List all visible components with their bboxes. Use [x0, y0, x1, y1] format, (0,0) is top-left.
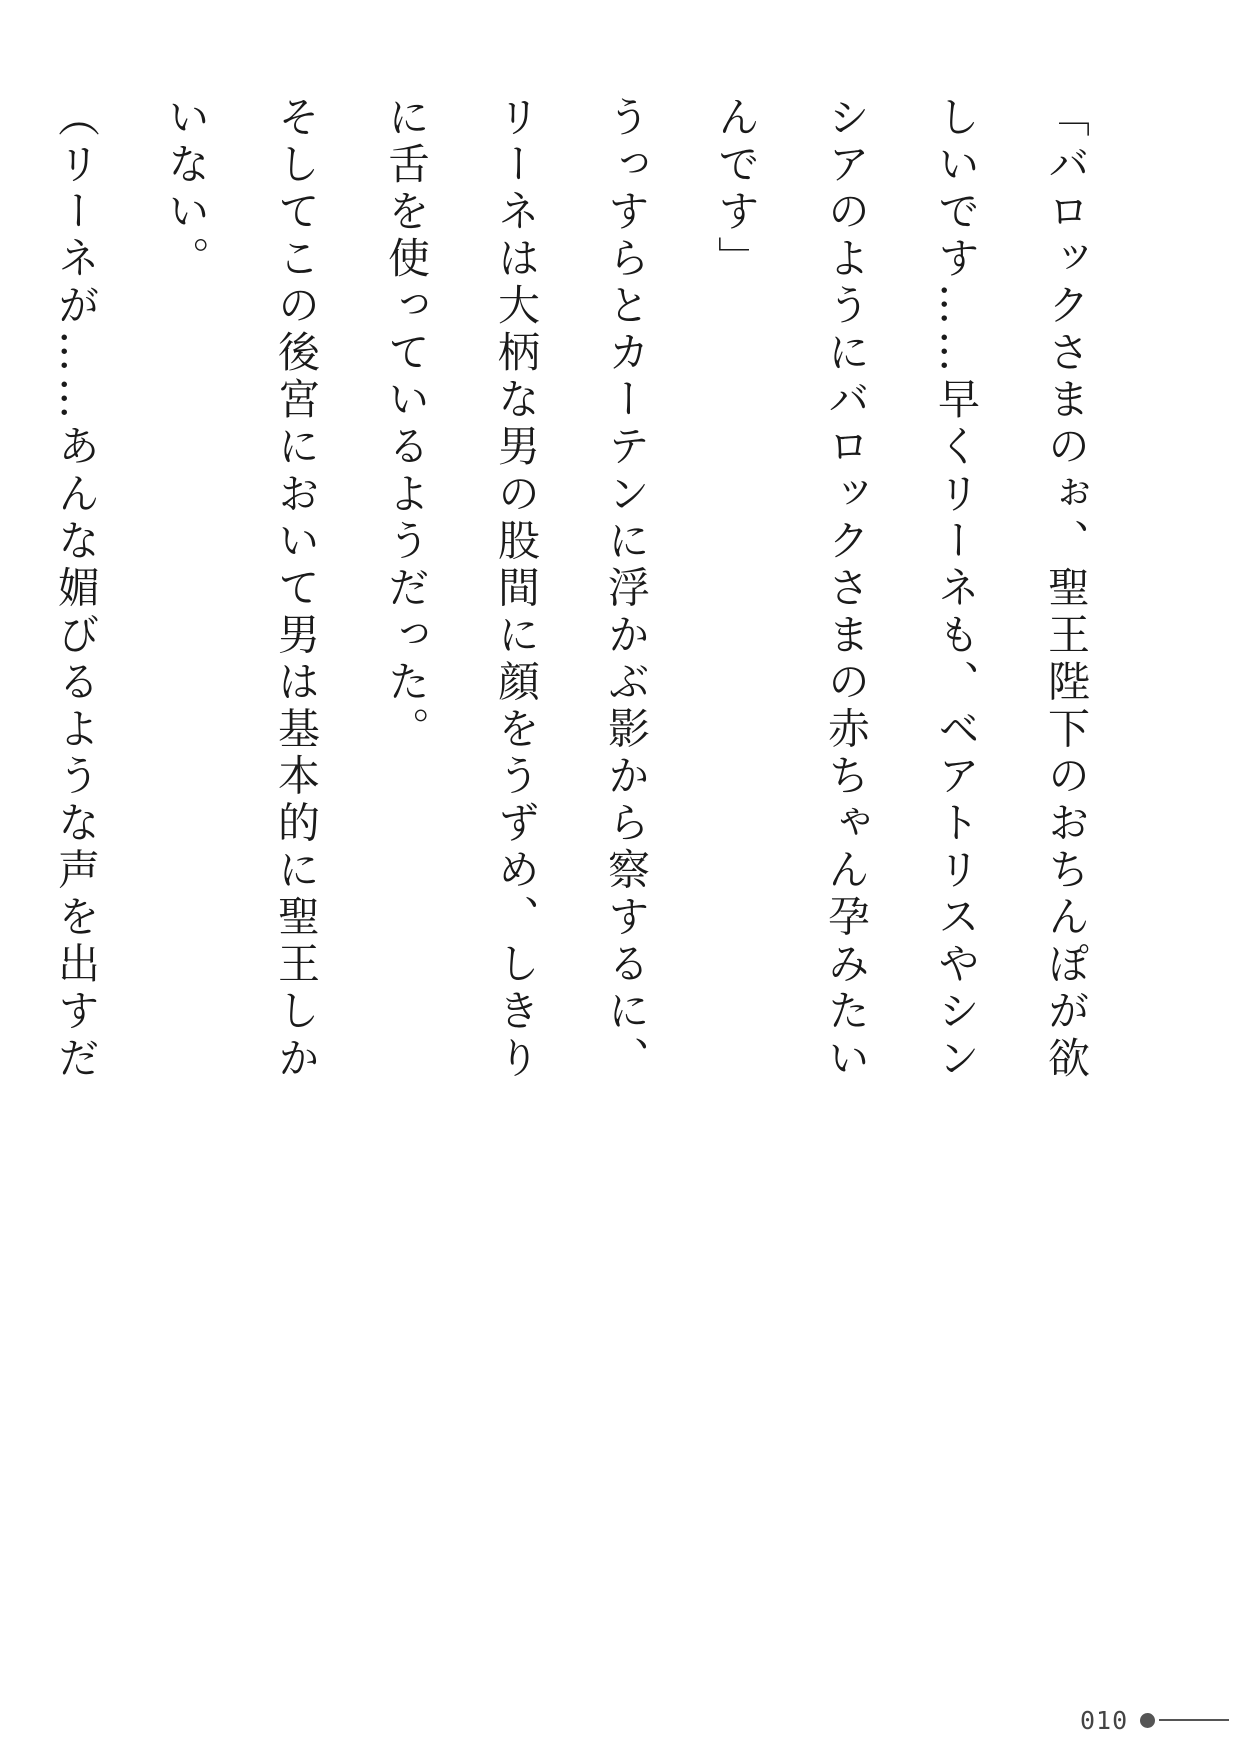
page-marker-line: [1159, 1719, 1229, 1721]
page-marker-dot-icon: [1140, 1713, 1155, 1728]
paragraph: （リーネが……あんな媚びるような声を出すだ: [52, 95, 101, 1083]
paragraph: そしてこの後宮において男は基本的に聖王しかいない。: [162, 95, 321, 1083]
page-footer: [1080, 1705, 1229, 1735]
body-text: [52, 95, 1121, 1115]
page-number: 010: [1080, 1705, 1129, 1735]
paragraph: 「バロックさまのぉ、聖王陛下のおちんぽが欲しいです……早くリーネも、ベアトリスやシンシアのようにバロックさまの赤ちゃん孕みたいんです」: [712, 95, 1091, 1083]
paragraph: うっすらとカーテンに浮かぶ影から察するに、リーネは大柄な男の股間に顔をうずめ、しきりに舌を使っているようだった。: [382, 95, 651, 1083]
